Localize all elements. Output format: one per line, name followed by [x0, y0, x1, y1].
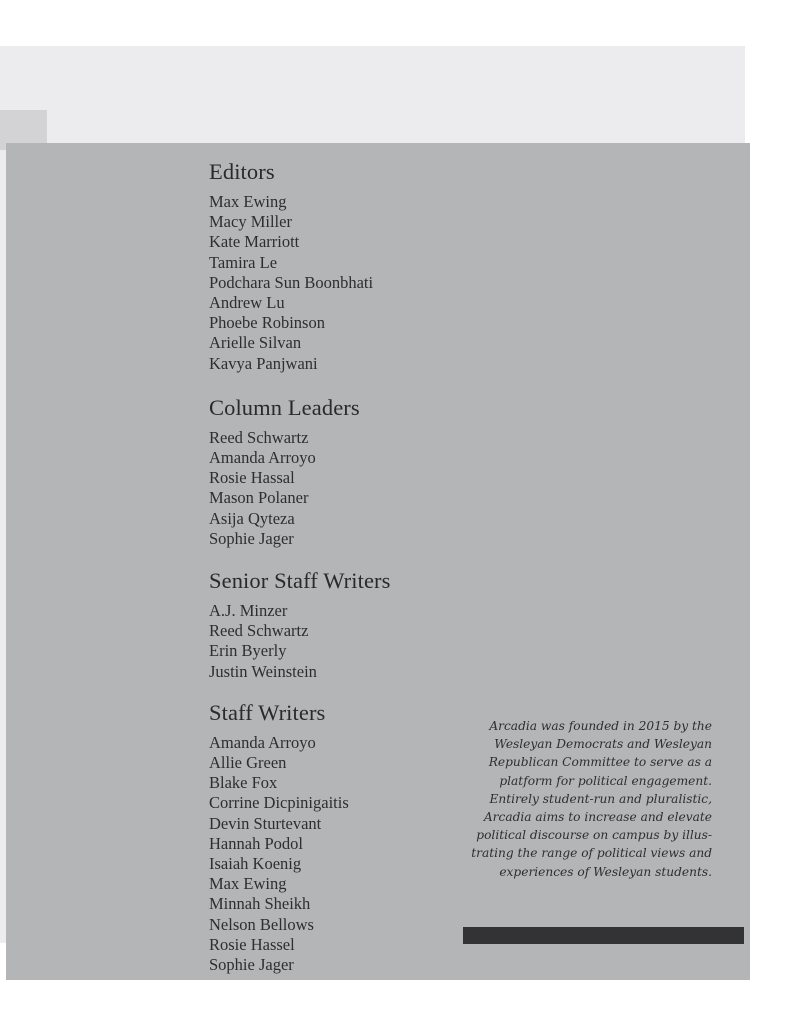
list-item: Andrew Lu: [209, 293, 285, 313]
list-item: Phoebe Robinson: [209, 313, 325, 333]
list-item: Minnah Sheikh: [209, 894, 311, 914]
mission-line: trating the range of political views and: [471, 846, 712, 861]
list-item: Hannah Podol: [209, 833, 303, 853]
list-item: Kavya Panjwani: [209, 353, 318, 373]
list-item: Reed Schwartz: [209, 621, 309, 641]
list-item: Sophie Jager: [209, 528, 294, 548]
list-item: Nelson Bellows: [209, 914, 314, 934]
list-item: A.J. Minzer: [209, 601, 288, 621]
list-item: Sophie Jager: [209, 955, 294, 975]
list-item: Rosie Hassal: [209, 468, 295, 488]
list-item: Tamira Le: [209, 252, 278, 272]
section-title: Staff Writers: [209, 699, 326, 725]
list-item: Amanda Arroyo: [209, 448, 316, 468]
section-spacer: [209, 549, 469, 566]
mission-line: Entirely student-run and pluralistic,: [489, 791, 712, 806]
editors-list: [209, 192, 469, 374]
section-title: Column Leaders: [209, 394, 360, 420]
list-item: Amanda Arroyo: [209, 732, 316, 752]
mission-line: Arcadia aims to increase and elevate: [483, 810, 712, 825]
list-item: Mason Polaner: [209, 488, 309, 508]
staff-writers-list: [209, 733, 469, 975]
mission-line: political discourse on campus by illus-: [476, 828, 712, 843]
list-item: Justin Weinstein: [209, 661, 317, 681]
staff-writers-section: [209, 698, 469, 975]
list-item: Isaiah Koenig: [209, 854, 302, 874]
list-item: Allie Green: [209, 753, 287, 773]
list-item: Podchara Sun Boonbhati: [209, 272, 374, 292]
section-spacer: [209, 682, 469, 698]
section-title: Editors: [209, 159, 275, 184]
list-item: Rosie Hassel: [209, 934, 295, 954]
staff-masthead: [209, 157, 469, 975]
list-item: Max Ewing: [209, 192, 287, 211]
list-item: Arielle Silvan: [209, 333, 302, 353]
section-title: Senior Staff Writers: [209, 568, 391, 594]
mission-line: Wesleyan Democrats and Wesleyan: [494, 737, 712, 752]
section-spacer: [209, 374, 469, 393]
mission-line: Arcadia was founded in 2015 by the: [489, 719, 712, 733]
column-leaders-list: [209, 428, 469, 549]
list-item: Devin Sturtevant: [209, 813, 322, 833]
editors-section: [209, 157, 469, 374]
list-item: Erin Byerly: [209, 641, 287, 661]
mission-statement: [462, 717, 712, 881]
senior-staff-writers-section: [209, 566, 469, 682]
decorative-bar: [463, 927, 744, 944]
list-item: Macy Miller: [209, 212, 292, 232]
mission-line: experiences of Wesleyan students.: [499, 864, 712, 879]
list-item: Blake Fox: [209, 773, 278, 793]
list-item: Asija Qyteza: [209, 508, 295, 528]
mission-line: Republican Committee to serve as a: [488, 755, 712, 770]
mission-line: platform for political engagement.: [499, 773, 712, 788]
list-item: Corrine Dicpinigaitis: [209, 793, 349, 813]
senior-staff-writers-list: [209, 601, 469, 682]
list-item: Max Ewing: [209, 874, 287, 894]
list-item: Kate Marriott: [209, 232, 300, 252]
list-item: Reed Schwartz: [209, 427, 309, 447]
column-leaders-section: [209, 393, 469, 549]
